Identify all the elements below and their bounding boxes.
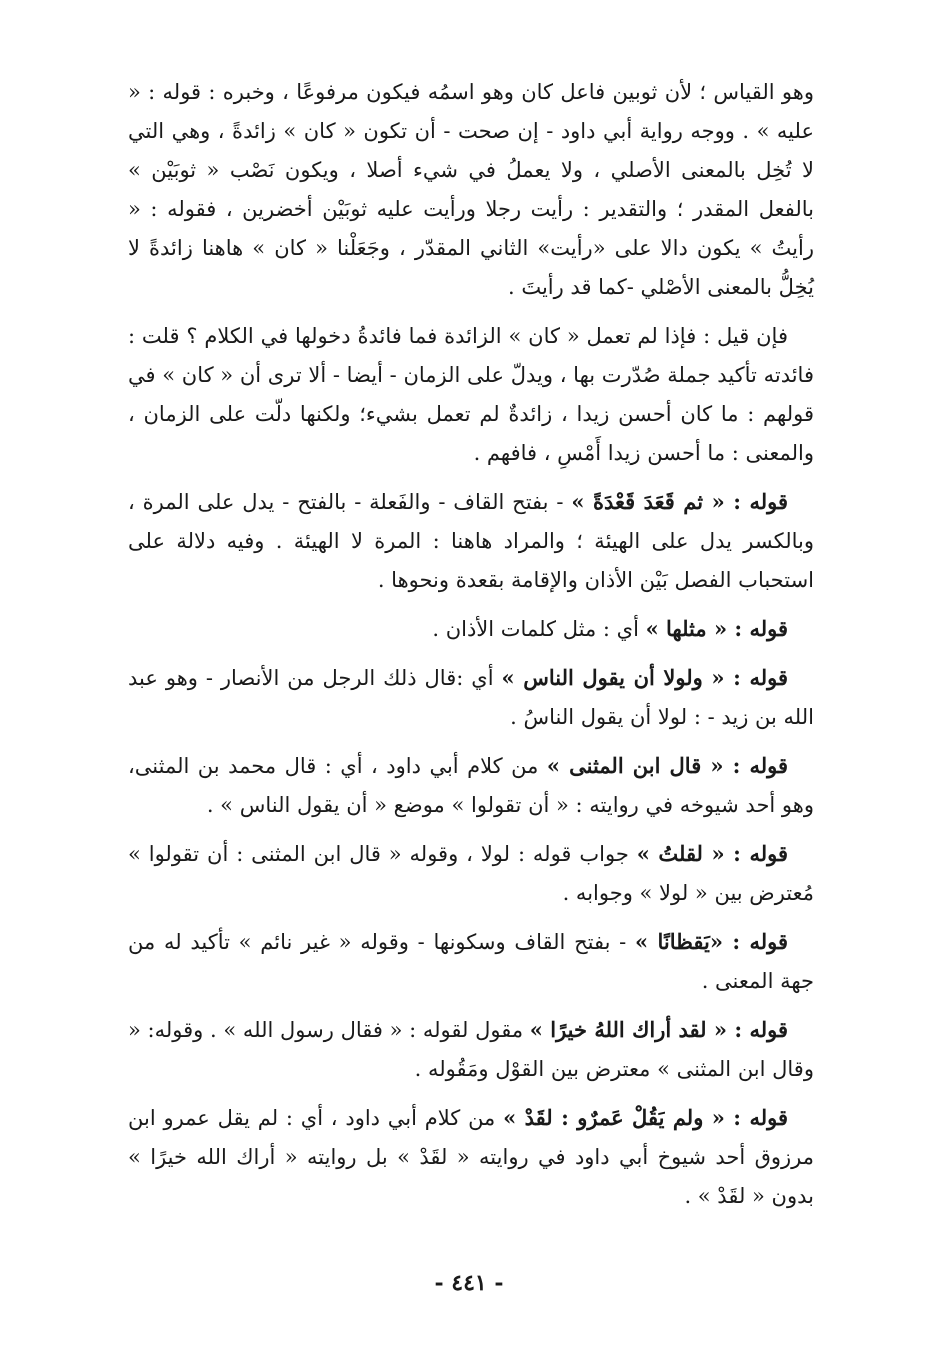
- paragraph-1: [128, 72, 814, 307]
- paragraph-text: أي : مثل كلمات الأذان .: [432, 617, 646, 641]
- paragraph-lead: قوله : « قال ابن المثنى »: [546, 753, 789, 778]
- paragraph-8: [128, 922, 814, 1001]
- page-body: [128, 72, 814, 1225]
- paragraph-text: جواب قوله : لولا ، وقوله « قال ابن المثنى : أن تقولوا » مُعترض بين « لولا » وجوابه .: [128, 842, 814, 905]
- paragraph-text: من كلام أبي داود ، أي : قال محمد بن المثنى، وهو أحد شيوخه في روايته : « أن تقولوا » موضع « أن يقول الناس » .: [128, 754, 814, 817]
- paragraph-7: [128, 834, 814, 913]
- paragraph-lead: قوله : « ولولا أن يقول الناس »: [501, 665, 788, 690]
- paragraph-5: [128, 658, 814, 737]
- paragraph-3: [128, 482, 814, 600]
- paragraph-text: من كلام أبي داود ، أي : لم يقل عمرو ابن مرزوق أحد شيوخ أبي داود في روايته « لقَدْ » بل روايته « أراك الله خيرًا » بدون « لقَدْ » .: [128, 1106, 814, 1208]
- paragraph-lead: قوله : « ثم قَعَدَ قَعْدَةً »: [571, 489, 789, 514]
- paragraph-6: [128, 746, 814, 825]
- paragraph-text: مقول لقوله : « فقال رسول الله » . وقوله: « وقال ابن المثنى » معترض بين القوْل ومَقُوله .: [128, 1018, 814, 1081]
- paragraph-2: [128, 316, 814, 473]
- paragraph-lead: قوله : « مثلها »: [645, 616, 788, 641]
- paragraph-text: فإن قيل : فإذا لم تعمل « كان » الزائدة فما فائدةُ دخولها في الكلام ؟ قلت : فائدته تأكيد جملة صُدّرت بها ، ويدلّ على الزمان - أيضا - ألا ترى أن « كان » في قولهم : ما كان أحسن زيدا ، زائدةٌ لم تعمل بشيء؛ ولكنها دلّت على الزمان ، والمعنى : ما أحسن زيدا أَمْسِ ، فافهم .: [128, 324, 814, 465]
- paragraph-4: [128, 609, 814, 649]
- paragraph-9: [128, 1010, 814, 1089]
- paragraph-lead: قوله : « لقد أراك اللهُ خيرًا »: [529, 1017, 788, 1042]
- paragraph-text: - بفتح القاف وسكونها - وقوله « غير نائم » تأكيد له من جهة المعنى .: [128, 930, 814, 993]
- paragraph-text: وهو القياس ؛ لأن ثوبين فاعل كان وهو اسمُه فيكون مرفوعًا ، وخبره : قوله : « عليه » . ووجه رواية أبي داود - إن صحت - أن تكون « كان » زائدةً ، وهي التي لا تُخِل بالمعنى الأصلي ، ولا يعملُ في شيء أصلا ، ويكون نَصْب « ثوبَيْن » بالفعل المقدر ؛ والتقدير : رأيت رجلا ورأيت عليه ثوبَيْن أخضرين ، فقوله : « رأيتُ » يكون دالا على «رأيت» الثاني المقدّر ، وجَعَلْنا « كان » هاهنا زائدةً لا يُخِلُّ بالمعنى الأصْلي -كما قد رأيتَ .: [128, 80, 814, 299]
- paragraph-lead: قوله : « ولم يَقُلْ عَمرٌو : لقَدْ »: [503, 1105, 788, 1130]
- paragraph-text: - بفتح القاف - والفَعلة - بالفتح - يدل على المرة ، وبالكسر يدل على الهيئة ؛ والمراد هاهنا : المرة لا الهيئة . وفيه دلالة على استحباب الفصل بَيْن الأذان والإقامة بقعدة ونحوها .: [128, 490, 814, 592]
- paragraph-lead: قوله : «يَقظانًا »: [635, 929, 788, 954]
- page-number: - ٤٤١ -: [434, 1270, 504, 1296]
- paragraph-10: [128, 1098, 814, 1216]
- paragraph-lead: قوله : « لقلتُ »: [636, 841, 788, 866]
- paragraph-text: أي :قال ذلك الرجل من الأنصار - وهو عبد الله بن زيد - : لولا أن يقول الناسُ .: [128, 666, 814, 729]
